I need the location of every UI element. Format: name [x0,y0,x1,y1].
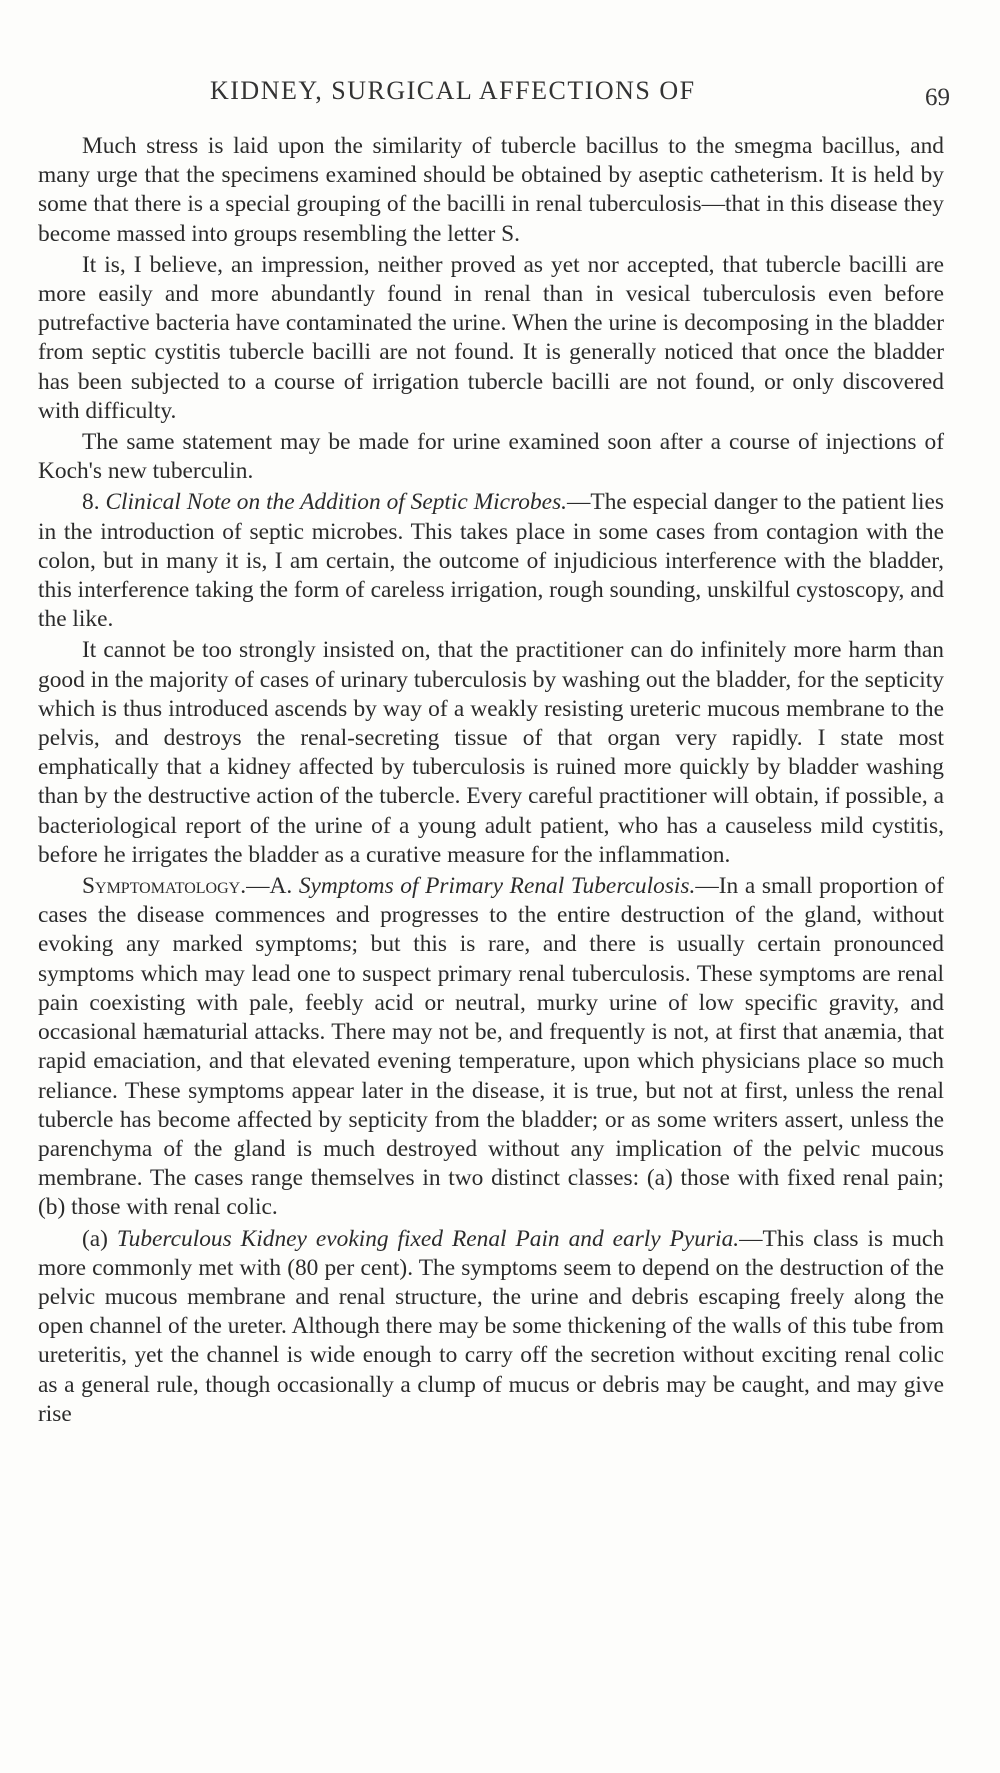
class-marker: (a) [82,1225,117,1252]
symptomatology-text: —In a small proportion of cases the disease commences and progresses to the entire destruction of the gland, without evoking any marked symptoms; but this is rare, and there is usually certain pronounced symptoms which may lead one to suspect primary renal tuberculosis. These symptoms are renal pain coexisting with pale, feebly acid or neutral, murky urine of low specific gravity, and occasional hæmaturial attacks. There may not be, and frequently is not, at first that anæmia, that rapid emaciation, and that elevated evening temperature, upon which physicians place so much reliance. These symptoms appear later in the disease, it is true, but not at first, unless the renal tubercle has become affected by septicity from the bladder; or as some writers assert, unless the parenchyma of the gland is much destroyed without any implication of the pelvic mucous membrane. The cases range themselves in two distinct classes: (a) those with fixed renal pain; (b) those with renal colic. [38,873,944,1221]
body-text [38,132,944,1429]
paragraph-bladder-washing: It cannot be too strongly insisted on, that the practitioner can do infinitely more harm than good in the majority of cases of urinary tuberculosis by washing out the bladder, for the septicity which is thus introduced ascends by way of a weakly resisting ureteric mucous membrane to the pelvis, and destroys the renal-secreting tissue of that organ very rapidly. I state most emphatically that a kidney affected by tuberculosis is ruined more quickly by bladder washing than by the destructive action of the tubercle. Every careful practitioner will obtain, if possible, a bacteriological report of the urine of a young adult patient, who has a causeless mild cystitis, before he irrigates the bladder as a curative measure for the inflammation. [38,637,944,868]
section-heading-fixed-pain: Tuberculous Kidney evoking fixed Renal Pain and early Pyuria. [116,1225,740,1252]
page-number: 69 [925,84,950,111]
clinical-note-text: —The especial danger to the patient lies in the introduction of septic microbes. This takes place in some cases from contagion with the colon, but in many it is, I am certain, the outcome of injudicious interference with the bladder, this interference taking the form of careless irrigation, rough sounding, unskilful cystoscopy, and the like. [38,489,944,633]
section-label-symptomatology: Symptomatology. [82,873,247,900]
running-title: KIDNEY, SURGICAL AFFECTIONS OF [210,76,696,105]
paragraph-koch-tuberculin: The same statement may be made for urine examined soon after a course of injections of Koch's new tuberculin. [38,429,944,485]
section-heading-clinical-note: Clinical Note on the Addition of Septic Microbes. [105,489,568,516]
paragraph-fixed-renal-pain [38,1225,944,1429]
subsection-marker: —A. [246,873,299,900]
section-number: 8. [82,489,100,516]
section-heading-primary-renal: Symptoms of Primary Renal Tuberculosis. [298,873,696,900]
paragraph-symptomatology [38,872,944,1222]
page-header [60,76,950,116]
paragraph-renal-vs-vesical: It is, I believe, an impression, neither proved as yet nor accepted, that tubercle bacilli are more easily and more abundantly found in renal than in vesical tuberculosis even before putrefactive bacteria have contaminated the urine. When the urine is decomposing in the bladder from septic cystitis tubercle bacilli are not found. It is generally noticed that once the bladder has been subjected to a course of irrigation tubercle bacilli are not found, or only discovered with difficulty. [38,251,944,424]
fixed-pain-text: —This class is much more commonly met with (80 per cent). The symptoms seem to depend on the destruction of the pelvic mucous membrane and renal structure, the urine and debris escaping freely along the open channel of the ureter. Although there may be some thickening of the walls of this tube from ureteritis, yet the channel is wide enough to carry off the secretion without exciting renal colic as a general rule, though occasionally a clump of mucus or debris may be caught, and may give rise [38,1225,944,1427]
paragraph-smegma-bacillus: Much stress is laid upon the similarity of tubercle bacillus to the smegma bacillus, and many urge that the specimens examined should be obtained by aseptic catheterism. It is held by some that there is a special grouping of the bacilli in renal tuberculosis—that in this disease they become massed into groups resembling the letter S. [38,133,944,247]
paragraph-clinical-note [38,488,944,634]
